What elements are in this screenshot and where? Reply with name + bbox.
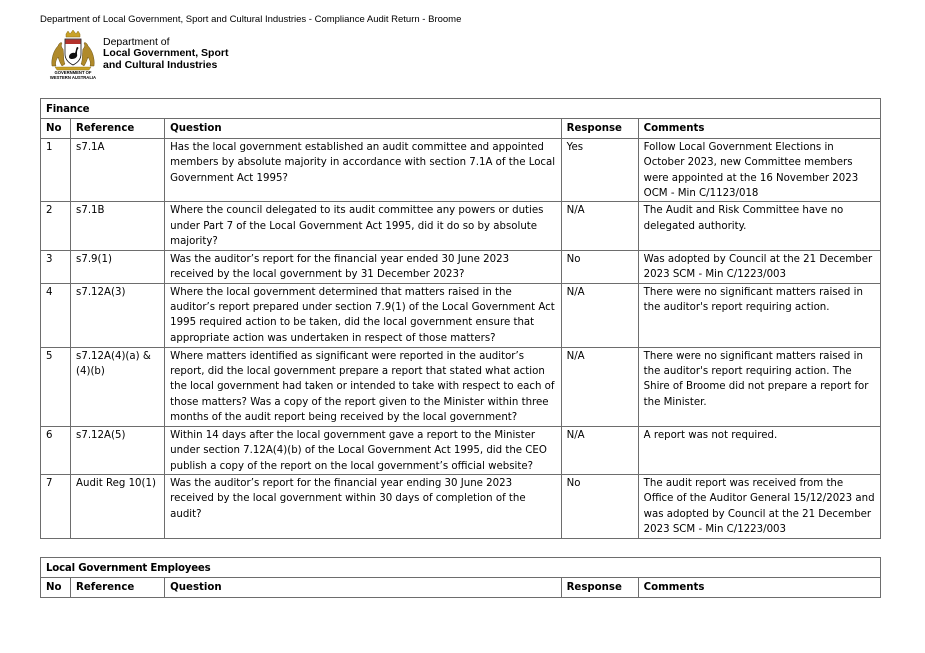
column-header-reference: Reference (71, 578, 165, 597)
column-header-question: Question (165, 578, 561, 597)
department-name-line: Department of (103, 36, 170, 48)
row-comments: A report was not required. (638, 426, 880, 474)
row-question: Within 14 days after the local government gave a report to the Minister under section 7.12A(4)(b) of the Local Government Act 1995, did the CEO publish a copy of the report on the local government’s official website? (165, 426, 561, 474)
column-header-response: Response (561, 119, 638, 138)
table-row (41, 202, 881, 250)
column-header-reference: Reference (71, 119, 165, 138)
row-number: 1 (41, 138, 71, 202)
row-response: No (561, 250, 638, 283)
row-response: N/A (561, 283, 638, 347)
column-header-no: No (41, 119, 71, 138)
crest-caption-line: WESTERN AUSTRALIA (49, 74, 97, 80)
row-reference: s7.1B (71, 202, 165, 250)
row-response: No (561, 474, 638, 538)
table-row (41, 474, 881, 538)
row-question: Has the local government established an audit committee and appointed members by absolute majority in accordance with section 7.1A of the Local Government Act 1995? (165, 138, 561, 202)
table-row (41, 347, 881, 426)
column-header-comments: Comments (638, 578, 880, 597)
column-header-response: Response (561, 578, 638, 597)
row-question: Was the auditor’s report for the financial year ended 30 June 2023 received by the local government by 31 December 2023? (165, 250, 561, 283)
section-title: Local Government Employees (41, 558, 881, 578)
row-number: 7 (41, 474, 71, 538)
department-name-line: and Cultural Industries (103, 58, 218, 71)
row-comments: Was adopted by Council at the 21 December 2023 SCM - Min C/1223/003 (638, 250, 880, 283)
table-row (41, 426, 881, 474)
row-question: Was the auditor’s report for the financial year ending 30 June 2023 received by the local government within 30 days of completion of the audit? (165, 474, 561, 538)
table-header-row (41, 119, 881, 138)
section-title: Finance (41, 99, 881, 119)
table-row (41, 138, 881, 202)
row-reference: Audit Reg 10(1) (71, 474, 165, 538)
column-header-no: No (41, 578, 71, 597)
table-row (41, 283, 881, 347)
row-number: 4 (41, 283, 71, 347)
employees-table (40, 557, 881, 598)
row-question: Where the local government determined that matters raised in the auditor’s report prepared under section 7.9(1) of the Local Government Act 1995 required action to be taken, did the local government ensure that appropriate action was undertaken in respect of those matters? (165, 283, 561, 347)
section-title-row (41, 558, 881, 578)
column-header-comments: Comments (638, 119, 880, 138)
department-name-line: Local Government, Sport (103, 47, 229, 60)
row-comments: There were no significant matters raised in the auditor's report requiring action. The Shire of Broome did not prepare a report for the Minister. (638, 347, 880, 426)
table-row (41, 250, 881, 283)
row-response: N/A (561, 426, 638, 474)
department-logo (46, 30, 246, 82)
column-header-question: Question (165, 119, 561, 138)
row-comments: There were no significant matters raised in the auditor's report requiring action. (638, 283, 880, 347)
row-question: Where the council delegated to its audit committee any powers or duties under Part 7 of the Local Government Act 1995, did it do so by absolute majority? (165, 202, 561, 250)
row-number: 6 (41, 426, 71, 474)
row-comments: The Audit and Risk Committee have no delegated authority. (638, 202, 880, 250)
row-reference: s7.12A(4)(a) & (4)(b) (71, 347, 165, 426)
row-reference: s7.9(1) (71, 250, 165, 283)
row-response: Yes (561, 138, 638, 202)
row-number: 3 (41, 250, 71, 283)
finance-table (40, 98, 881, 539)
row-comments: Follow Local Government Elections in October 2023, new Committee members were appointed at the 16 November 2023 OCM - Min C/1123/018 (638, 138, 880, 202)
row-reference: s7.12A(5) (71, 426, 165, 474)
row-comments: The audit report was received from the Office of the Auditor General 15/12/2023 and was adopted by Council at the 21 December 2023 SCM - Min C/1223/003 (638, 474, 880, 538)
row-number: 5 (41, 347, 71, 426)
row-reference: s7.1A (71, 138, 165, 202)
row-reference: s7.12A(3) (71, 283, 165, 347)
department-name (103, 37, 228, 71)
row-response: N/A (561, 202, 638, 250)
row-question: Where matters identified as significant were reported in the auditor’s report, did the local government prepare a report that stated what action the local government had taken or intended to take with respect to each of those matters? Was a copy of the report given to the Minister within three months of the audit report being received by the local government? (165, 347, 561, 426)
table-header-row (41, 578, 881, 597)
crest-caption (46, 71, 100, 80)
section-title-row (41, 99, 881, 119)
row-number: 2 (41, 202, 71, 250)
row-response: N/A (561, 347, 638, 426)
document-header: Department of Local Government, Sport and Cultural Industries - Compliance Audit Return - Broome (40, 14, 462, 25)
crest-caption-line: GOVERNMENT OF (54, 70, 92, 75)
